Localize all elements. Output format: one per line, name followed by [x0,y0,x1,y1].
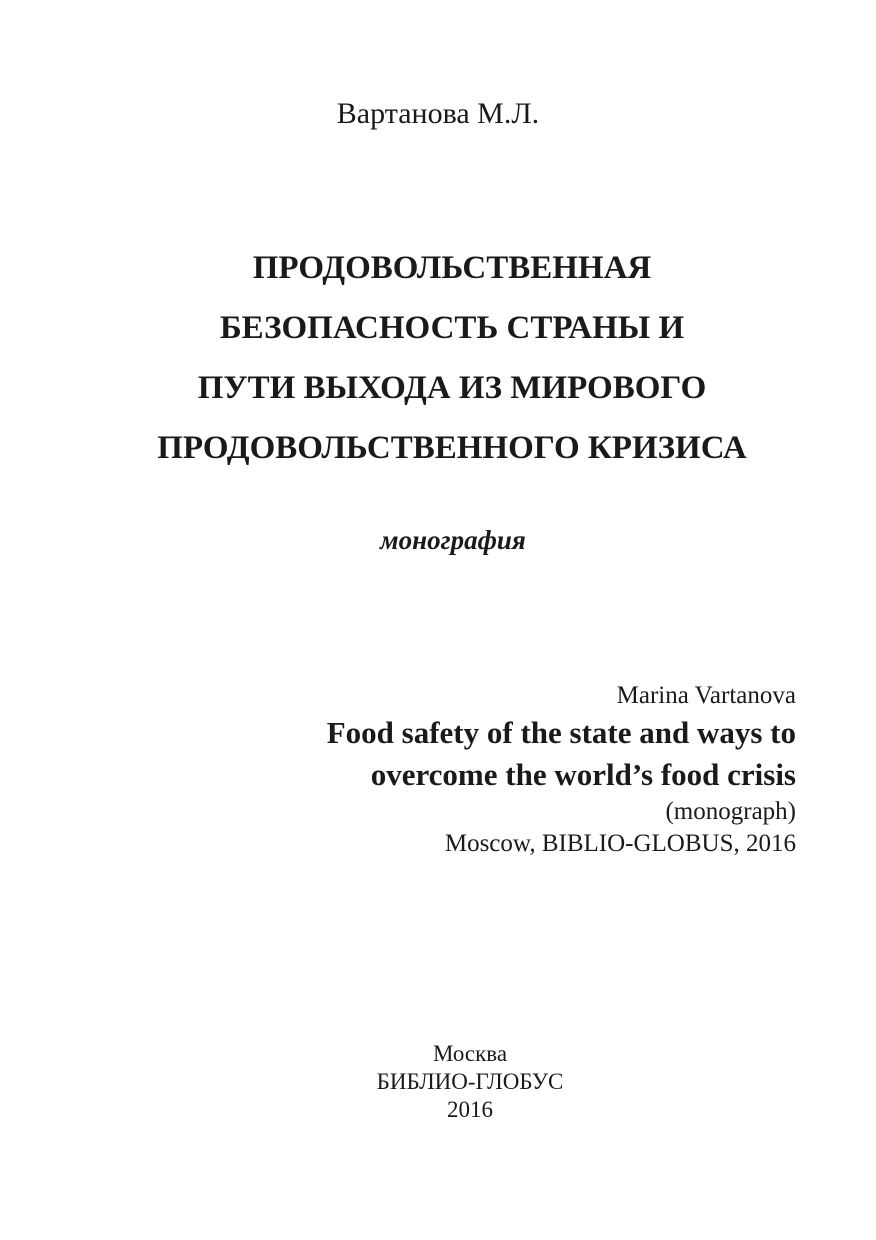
title-line-4: ПРОДОВОЛЬСТВЕННОГО КРИЗИСА [157,430,747,466]
title-en-line-1: Food safety of the state and ways to [326,715,796,750]
book-title-en [96,712,796,796]
imprint-publisher: БИБЛИО-ГЛОБУС [376,1069,564,1094]
author-name-en: Marina Vartanova [616,682,796,709]
subtitle-ru: монография [380,525,526,555]
author-name-ru: Вартанова М.Л. [336,97,540,130]
title-line-2: БЕЗОПАСНОСТЬ СТРАНЫ И [219,310,685,346]
imprint-city: Москва [432,1041,508,1066]
title-line-3: ПУТИ ВЫХОДА ИЗ МИРОВОГО [197,370,707,406]
book-title-ru [60,238,844,478]
imprint [0,1040,876,1124]
publication-info-en: Moscow, BIBLIO-GLOBUS, 2016 [444,830,796,857]
title-line-1: ПРОДОВОЛЬСТВЕННАЯ [252,250,652,286]
title-en-line-2: overcome the world’s food crisis [370,757,796,792]
publication-type-en: (monograph) [665,798,796,825]
english-bibliographic-block [96,680,796,860]
imprint-year: 2016 [447,1097,493,1122]
